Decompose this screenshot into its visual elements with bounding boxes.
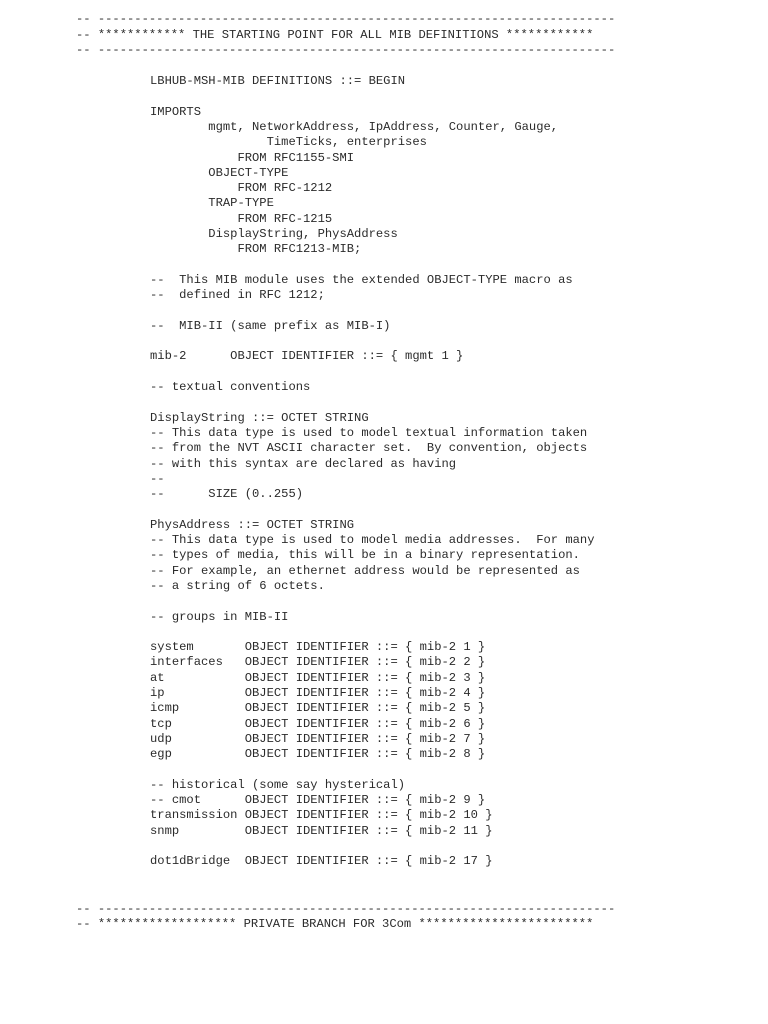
- comment-line: --: [150, 471, 165, 486]
- object-identifier-line: ip OBJECT IDENTIFIER ::= { mib-2 4 }: [150, 686, 486, 700]
- object-identifier-line: udp OBJECT IDENTIFIER ::= { mib-2 7 }: [150, 731, 486, 746]
- comment-line: -- groups in MIB-II: [150, 609, 289, 624]
- comment-line: -- SIZE (0..255): [150, 487, 304, 502]
- import-source-line: FROM RFC1213-MIB;: [150, 242, 362, 257]
- import-item-line: TRAP-TYPE: [150, 196, 274, 211]
- import-source-line: FROM RFC-1212: [150, 181, 333, 196]
- comment-line: -- For example, an ethernet address would be represented as: [150, 563, 580, 578]
- comment-line: -- This MIB module uses the extended OBJECT-TYPE macro as: [150, 272, 573, 287]
- header-rule-line: -- -----------------------------------------------------------------------: [76, 12, 616, 26]
- comment-line: -- defined in RFC 1212;: [150, 288, 325, 303]
- header-title-line: -- ************ THE STARTING POINT FOR ALL MIB DEFINITIONS ************: [76, 28, 594, 42]
- object-identifier-line: interfaces OBJECT IDENTIFIER ::= { mib-2 2 }: [150, 655, 486, 670]
- import-item-line: DisplayString, PhysAddress: [150, 227, 398, 241]
- comment-line: -- historical (some say hysterical): [150, 777, 406, 792]
- object-identifier-line: tcp OBJECT IDENTIFIER ::= { mib-2 6 }: [150, 716, 486, 731]
- object-identifier-line: icmp OBJECT IDENTIFIER ::= { mib-2 5 }: [150, 701, 486, 716]
- comment-line: -- with this syntax are declared as having: [150, 456, 457, 471]
- comment-line: -- types of media, this will be in a binary representation.: [150, 548, 580, 563]
- import-source-line: FROM RFC1155-SMI: [150, 150, 355, 165]
- footer-title-line: -- ******************* PRIVATE BRANCH FOR 3Com ************************: [76, 917, 594, 931]
- import-item-line: mgmt, NetworkAddress, IpAddress, Counter, Gauge,: [150, 119, 559, 134]
- object-identifier-line: system OBJECT IDENTIFIER ::= { mib-2 1 }: [150, 640, 486, 655]
- comment-line: -- MIB-II (same prefix as MIB-I): [150, 318, 391, 333]
- comment-line: -- This data type is used to model textual information taken: [150, 425, 588, 440]
- module-definition-line: LBHUB-MSH-MIB DEFINITIONS ::= BEGIN: [150, 74, 406, 88]
- import-item-line: OBJECT-TYPE: [150, 165, 289, 180]
- import-source-line: FROM RFC-1215: [150, 211, 333, 226]
- object-identifier-line: at OBJECT IDENTIFIER ::= { mib-2 3 }: [150, 670, 486, 685]
- comment-line: -- from the NVT ASCII character set. By convention, objects: [150, 441, 588, 456]
- object-identifier-line: transmission OBJECT IDENTIFIER ::= { mib-2 10 }: [150, 808, 493, 823]
- import-item-line: TimeTicks, enterprises: [150, 135, 427, 150]
- type-definition-line: DisplayString ::= OCTET STRING: [150, 410, 369, 425]
- object-identifier-line: dot1dBridge OBJECT IDENTIFIER ::= { mib-2 17 }: [150, 854, 493, 869]
- object-identifier-line: mib-2 OBJECT IDENTIFIER ::= { mgmt 1 }: [150, 349, 464, 364]
- header-rule-line: -- -----------------------------------------------------------------------: [76, 43, 616, 57]
- object-identifier-line: snmp OBJECT IDENTIFIER ::= { mib-2 11 }: [150, 823, 493, 838]
- imports-keyword: IMPORTS: [150, 104, 202, 119]
- comment-line: -- cmot OBJECT IDENTIFIER ::= { mib-2 9 }: [150, 793, 486, 808]
- comment-line: -- This data type is used to model media addresses. For many: [150, 533, 595, 547]
- footer-rule-line: -- -----------------------------------------------------------------------: [76, 902, 616, 916]
- object-identifier-line: egp OBJECT IDENTIFIER ::= { mib-2 8 }: [150, 747, 486, 762]
- comment-line: -- a string of 6 octets.: [150, 578, 325, 593]
- comment-line: -- textual conventions: [150, 380, 311, 394]
- type-definition-line: PhysAddress ::= OCTET STRING: [150, 517, 355, 532]
